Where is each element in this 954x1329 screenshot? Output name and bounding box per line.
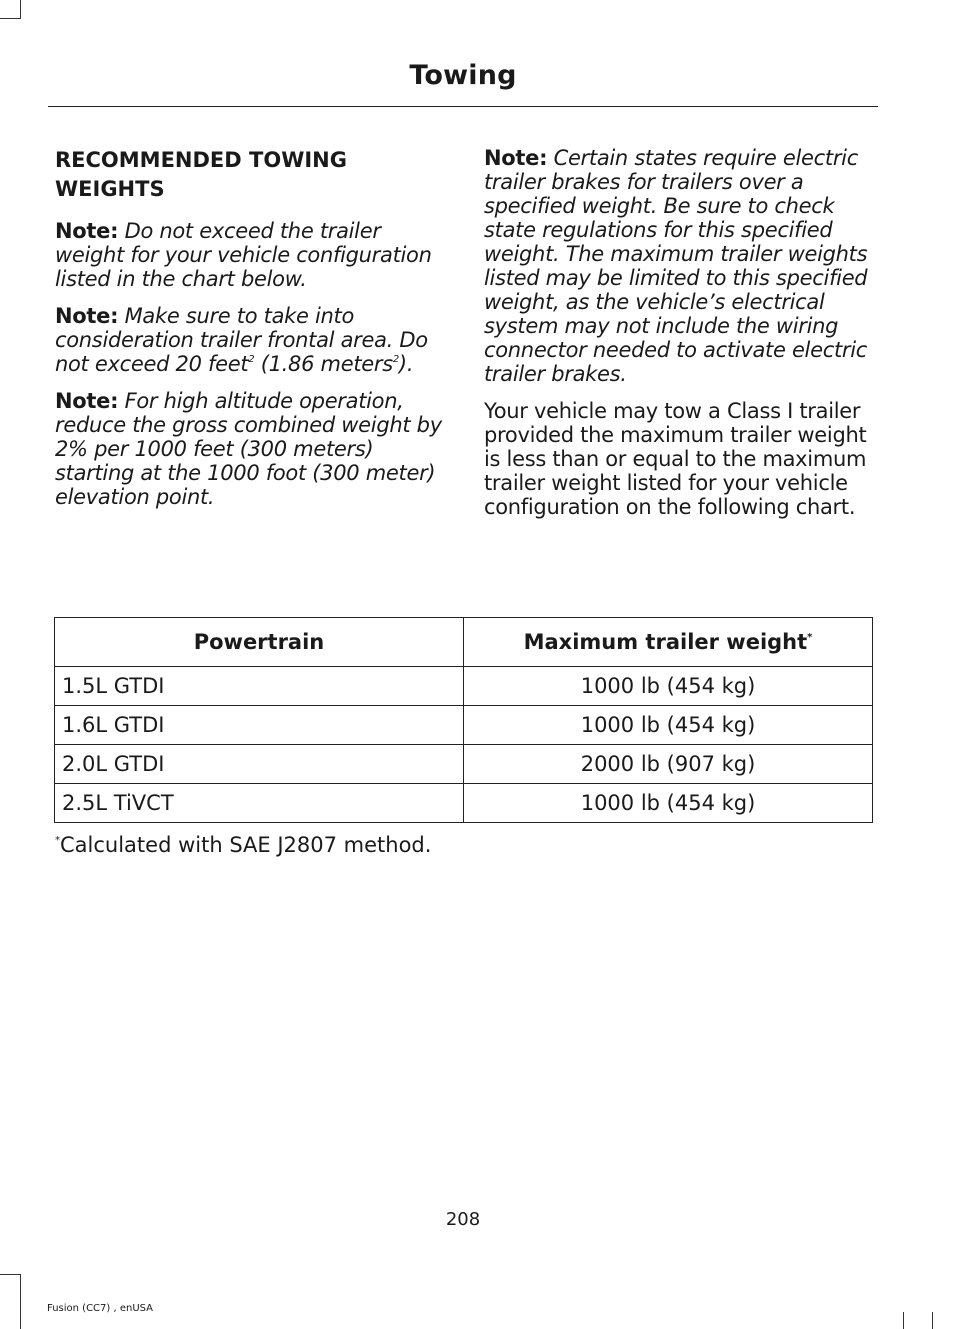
table-header-row: [55, 618, 873, 667]
note-text-part: ).: [398, 352, 414, 376]
note-label: Note:: [55, 389, 119, 413]
crop-mark: [903, 1312, 904, 1329]
note-text-part: Make sure to take into consideration trailer frontal area. Do not exceed 20 feet: [55, 304, 428, 376]
header-text: Powertrain: [193, 630, 325, 654]
column-header-powertrain: [55, 618, 464, 667]
note-text: For high altitude operation, reduce the gross combined weight by 2% per 1000 feet (300 meters) starting at the 1000 foot (300 meter) elevation point.: [55, 389, 442, 509]
cell-max-weight: 1000 lb (454 kg): [464, 706, 873, 745]
towing-weights-table: [54, 617, 873, 823]
page-title: Towing: [409, 60, 517, 91]
note-label: Note:: [55, 219, 119, 243]
crop-mark: [20, 0, 21, 19]
page-number: 208: [445, 1209, 481, 1230]
header-text: Maximum trailer weight: [523, 630, 808, 654]
crop-mark: [0, 18, 20, 19]
table-row: [55, 667, 873, 706]
note-high-altitude: [55, 389, 447, 509]
left-column: [55, 146, 447, 522]
cell-max-weight: 1000 lb (454 kg): [464, 784, 873, 823]
section-heading: RECOMMENDED TOWING WEIGHTS: [55, 148, 347, 201]
note-text: Do not exceed the trailer weight for your vehicle configuration listed in the chart below.: [55, 219, 432, 291]
note-electric-brakes: [484, 146, 876, 386]
body-paragraph: Your vehicle may tow a Class I trailer provided the maximum trailer weight is less than or equal to the maximum trailer weight listed for your vehicle configuration on the following chart.: [484, 399, 867, 519]
note-frontal-area: [55, 304, 447, 376]
crop-mark: [0, 1274, 20, 1275]
superscript: 2: [248, 354, 255, 365]
footnote-mark: *: [55, 835, 60, 846]
table-footnote: [55, 833, 431, 857]
superscript: 2: [392, 354, 399, 365]
table-row: [55, 706, 873, 745]
note-label: Note:: [55, 304, 119, 328]
table-row: [55, 745, 873, 784]
crop-mark: [20, 1274, 21, 1329]
footnote-text: Calculated with SAE J2807 method.: [60, 833, 432, 857]
cell-max-weight: 2000 lb (907 kg): [464, 745, 873, 784]
note-label: Note:: [484, 146, 548, 170]
table-row: [55, 784, 873, 823]
cell-powertrain: 2.5L TiVCT: [55, 784, 464, 823]
cell-powertrain: 1.6L GTDI: [55, 706, 464, 745]
document-identifier: Fusion (CC7) , enUSA: [47, 1303, 154, 1314]
column-header-max-weight: [464, 618, 873, 667]
cell-powertrain: 2.0L GTDI: [55, 745, 464, 784]
note-text-part: (1.86 meters: [254, 352, 393, 376]
cell-max-weight: 1000 lb (454 kg): [464, 667, 873, 706]
cell-powertrain: 1.5L GTDI: [55, 667, 464, 706]
note-text: Certain states require electric trailer brakes for trailers over a specified weight. Be sure to check state regulations for this specified weight. The maximum trailer weights listed may be limited to this specified weight, as the vehicle’s electrical system may not include the wiring connector needed to activate electric trailer brakes.: [484, 146, 868, 386]
header-divider: [48, 106, 878, 107]
crop-mark: [932, 1312, 933, 1329]
right-column: [484, 146, 876, 519]
footnote-mark: *: [807, 632, 813, 643]
note-trailer-weight: [55, 219, 447, 291]
